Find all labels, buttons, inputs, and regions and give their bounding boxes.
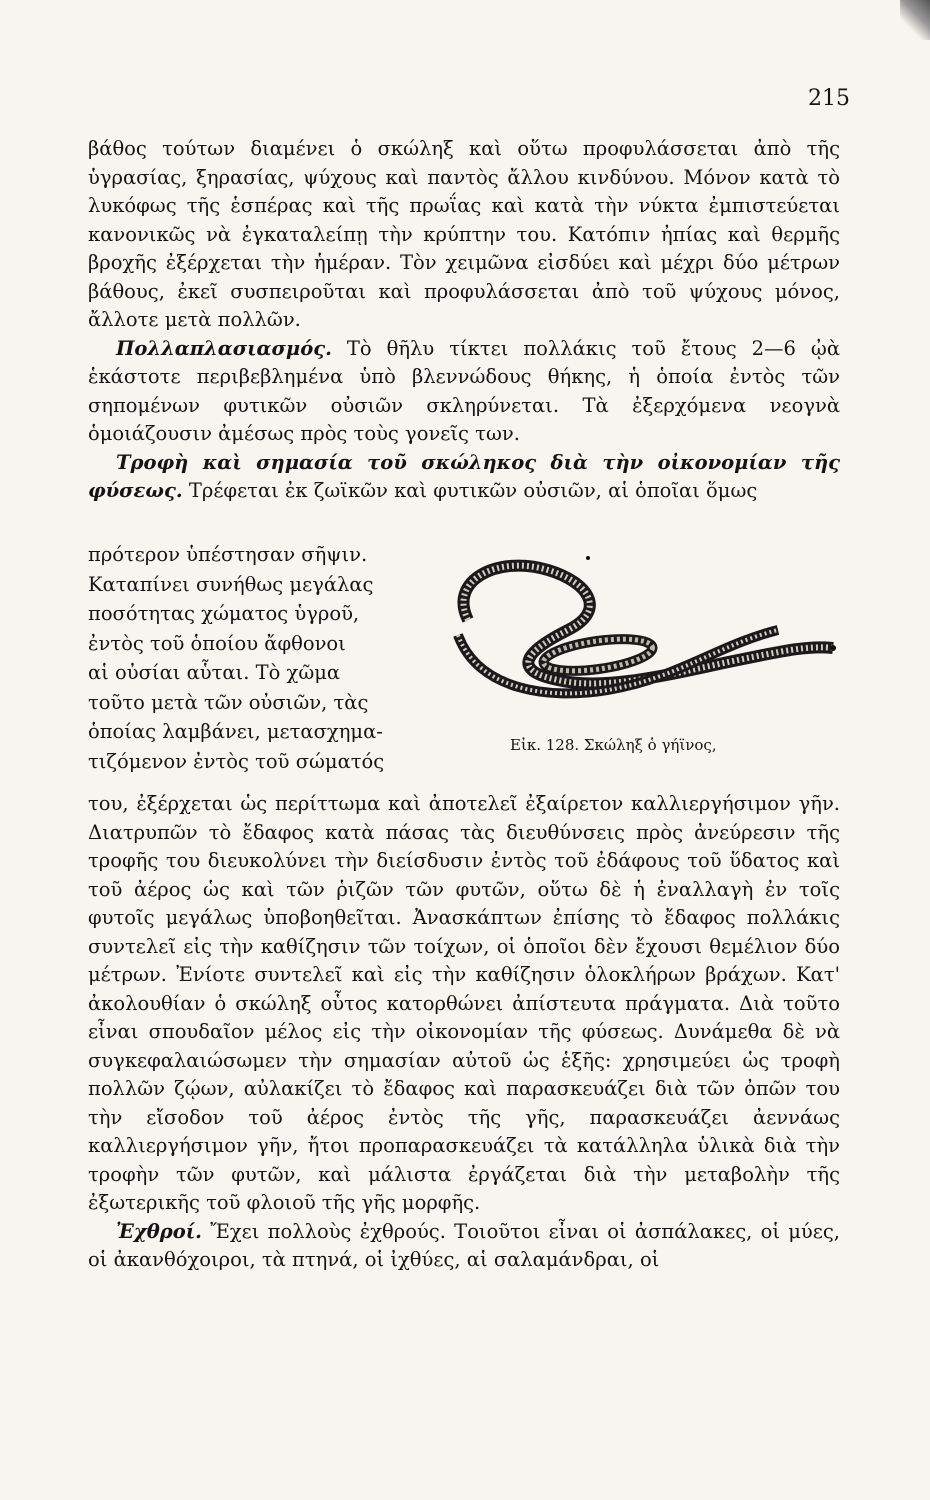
- paragraph-reproduction: [88, 335, 840, 449]
- wrapped-line: αἱ οὐσίαι αὗται. Τὸ χῶμα: [88, 661, 341, 684]
- bottom-text-block: [88, 790, 840, 1275]
- enemies-text: Ἔχει πολλοὺς ἐχθρούς. Τοιοῦτοι εἶναι οἱ ἀσπάλακες, οἱ μύες, οἱ ἀκανθόχοιροι, τὰ πτηνά, οἱ ἰχθύες, αἱ σαλαμάνδραι, οἱ: [88, 1219, 840, 1271]
- paragraph-nutrition-continued: του, ἐξέρχεται ὡς περίττωμα καὶ ἀποτελεῖ ἐξαίρετον καλλιεργήσιμον γῆν. Διατρυπῶν τὸ ἔδαφος κατὰ πάσας τὰς διευθύνσεις πρὸς ἀνεύρεσιν τῆς τροφῆς του διευκολύνει τὴν διείσδυσιν ἐντὸς τοῦ ἐδάφους τοῦ ὕδατος καὶ τοῦ ἀέρος ὡς καὶ τῶν ῥιζῶν τῶν φυτῶν, οὕτω δὲ ἡ ἐναλλαγὴ ἐν τοῖς φυτοῖς μεγάλως ὑποβοηθεῖται. Ἀνασκάπτων ἐπίσης τὸ ἔδαφος πολλάκις συντελεῖ εἰς τὴν καθίζησιν τῶν τοίχων, οἱ ὁποῖοι δὲν ἔχουσι θεμέλιον δύο μέτρων. Ἐνίοτε συντελεῖ καὶ εἰς τὴν καθίζησιν ὁλοκλήρων βράχων. Κατ' ἀκολουθίαν ὁ σκώληξ οὗτος κατορθώνει ἀπίστευτα πράγματα. Διὰ τοῦτο εἶναι σπουδαῖον μέλος εἰς τὴν οἰκονομίαν τῆς φύσεως. Δυνάμεθα δὲ νὰ συγκεφαλαιώσωμεν τὴν σημασίαν αὐτοῦ ὡς ἑξῆς: χρησιμεύει ὡς τροφὴ πολλῶν ζῴων, αὐλακίζει τὸ ἔδαφος καὶ παρασκευάζει διὰ τῶν ὀπῶν του τὴν εἴσοδον τοῦ ἀέρος ἐντὸς τῆς γῆς, παρασκευάζει ἀεννάως καλλιεργήσιμον γῆν, ἤτοι προπαρασκευάζει τὰ κατάλληλα ὑλικὰ διὰ τὴν τροφὴν τῶν φυτῶν, καὶ μάλιστα ἐργάζεται διὰ τὴν μεταβολὴν τῆς ἐξωτερικῆς τοῦ φλοιοῦ τῆς γῆς μορφῆς.: [88, 792, 840, 1214]
- wrapped-line: τοῦτο μετὰ τῶν οὐσιῶν, τὰς: [88, 690, 369, 714]
- heading-nutrition: Τροφὴ καὶ σημασία τοῦ σκώληκος διὰ τὴν οἰκονομίαν τῆς φύσεως.: [88, 450, 840, 502]
- wrapped-line: πρότερον ὑπέστησαν σῆψιν.: [88, 543, 368, 566]
- wrapped-line: ἐντὸς τοῦ ὁποίου ἄφθονοι: [88, 631, 346, 655]
- page-number: 215: [808, 86, 850, 111]
- reproduction-text: Τὸ θῆλυ τίκτει πολλάκις τοῦ ἔτους 2—6 ᾠὰ ἑκάστοτε περιβεβλημένα ὑπὸ βλεννώδους θήκης, ἡ ὁποία ἐντὸς τῶν σηπομένων φυτικῶν οὐσιῶν σκληρύνεται. Τὰ ἐξερχόμενα νεογνὰ ὁμοιάζουσιν ἀμέσως πρὸς τοὺς γονεῖς των.: [88, 336, 840, 445]
- heading-reproduction: Πολλαπλασιασμός.: [116, 336, 332, 360]
- wrapped-line: ποσότητας χώματος ὑγροῦ,: [88, 602, 360, 625]
- paragraph-nutrition-start: [88, 449, 840, 506]
- wrapped-line: ὁποίας λαμβάνει, μετασχημα-: [88, 720, 383, 743]
- paragraph-continued: βάθος τούτων διαμένει ὁ σκώληξ καὶ οὕτω προφυλάσσεται ἀπὸ τῆς ὑγρασίας, ξηρασίας, ψύχους καὶ παντὸς ἄλλου κινδύνου. Μόνον κατὰ τὸ λυκόφως τῆς ἑσπέρας καὶ τῆς πρωΐας καὶ κατὰ τὴν νύκτα ἐμπιστεύεται κανονικῶς νὰ ἐγκαταλείπῃ τὴν κρύπτην του. Κατόπιν ἠπίας καὶ θερμῆς βροχῆς ἐξέρχεται τὴν ἡμέραν. Τὸν χειμῶνα εἰσδύει καὶ μέχρι δύο μέτρων βάθους, ἐκεῖ συσπειροῦται καὶ προφυλάσσεται ἀπὸ τοῦ ψύχους μόνος, ἄλλοτε μετὰ πολλῶν.: [88, 137, 840, 331]
- heading-enemies: Ἐχθροί.: [116, 1219, 202, 1243]
- scan-corner-shadow: [900, 0, 930, 40]
- nutrition-text-first: Τρέφεται ἐκ ζωϊκῶν καὶ φυτικῶν οὐσιῶν, αἱ ὁποῖαι ὅμως: [188, 479, 758, 502]
- top-text-block: [88, 135, 840, 506]
- wrapped-line: Καταπίνει συνήθως μεγάλας: [88, 572, 374, 596]
- figure-caption: Εἰκ. 128. Σκώληξ ὁ γήϊνος,: [510, 736, 717, 754]
- figure-wrapped-text: [88, 540, 418, 776]
- wrapped-line: τιζόμενον ἐντὸς τοῦ σώματός: [88, 749, 385, 773]
- earthworm-illustration-icon: [438, 550, 843, 705]
- paragraph-enemies: [88, 1218, 840, 1275]
